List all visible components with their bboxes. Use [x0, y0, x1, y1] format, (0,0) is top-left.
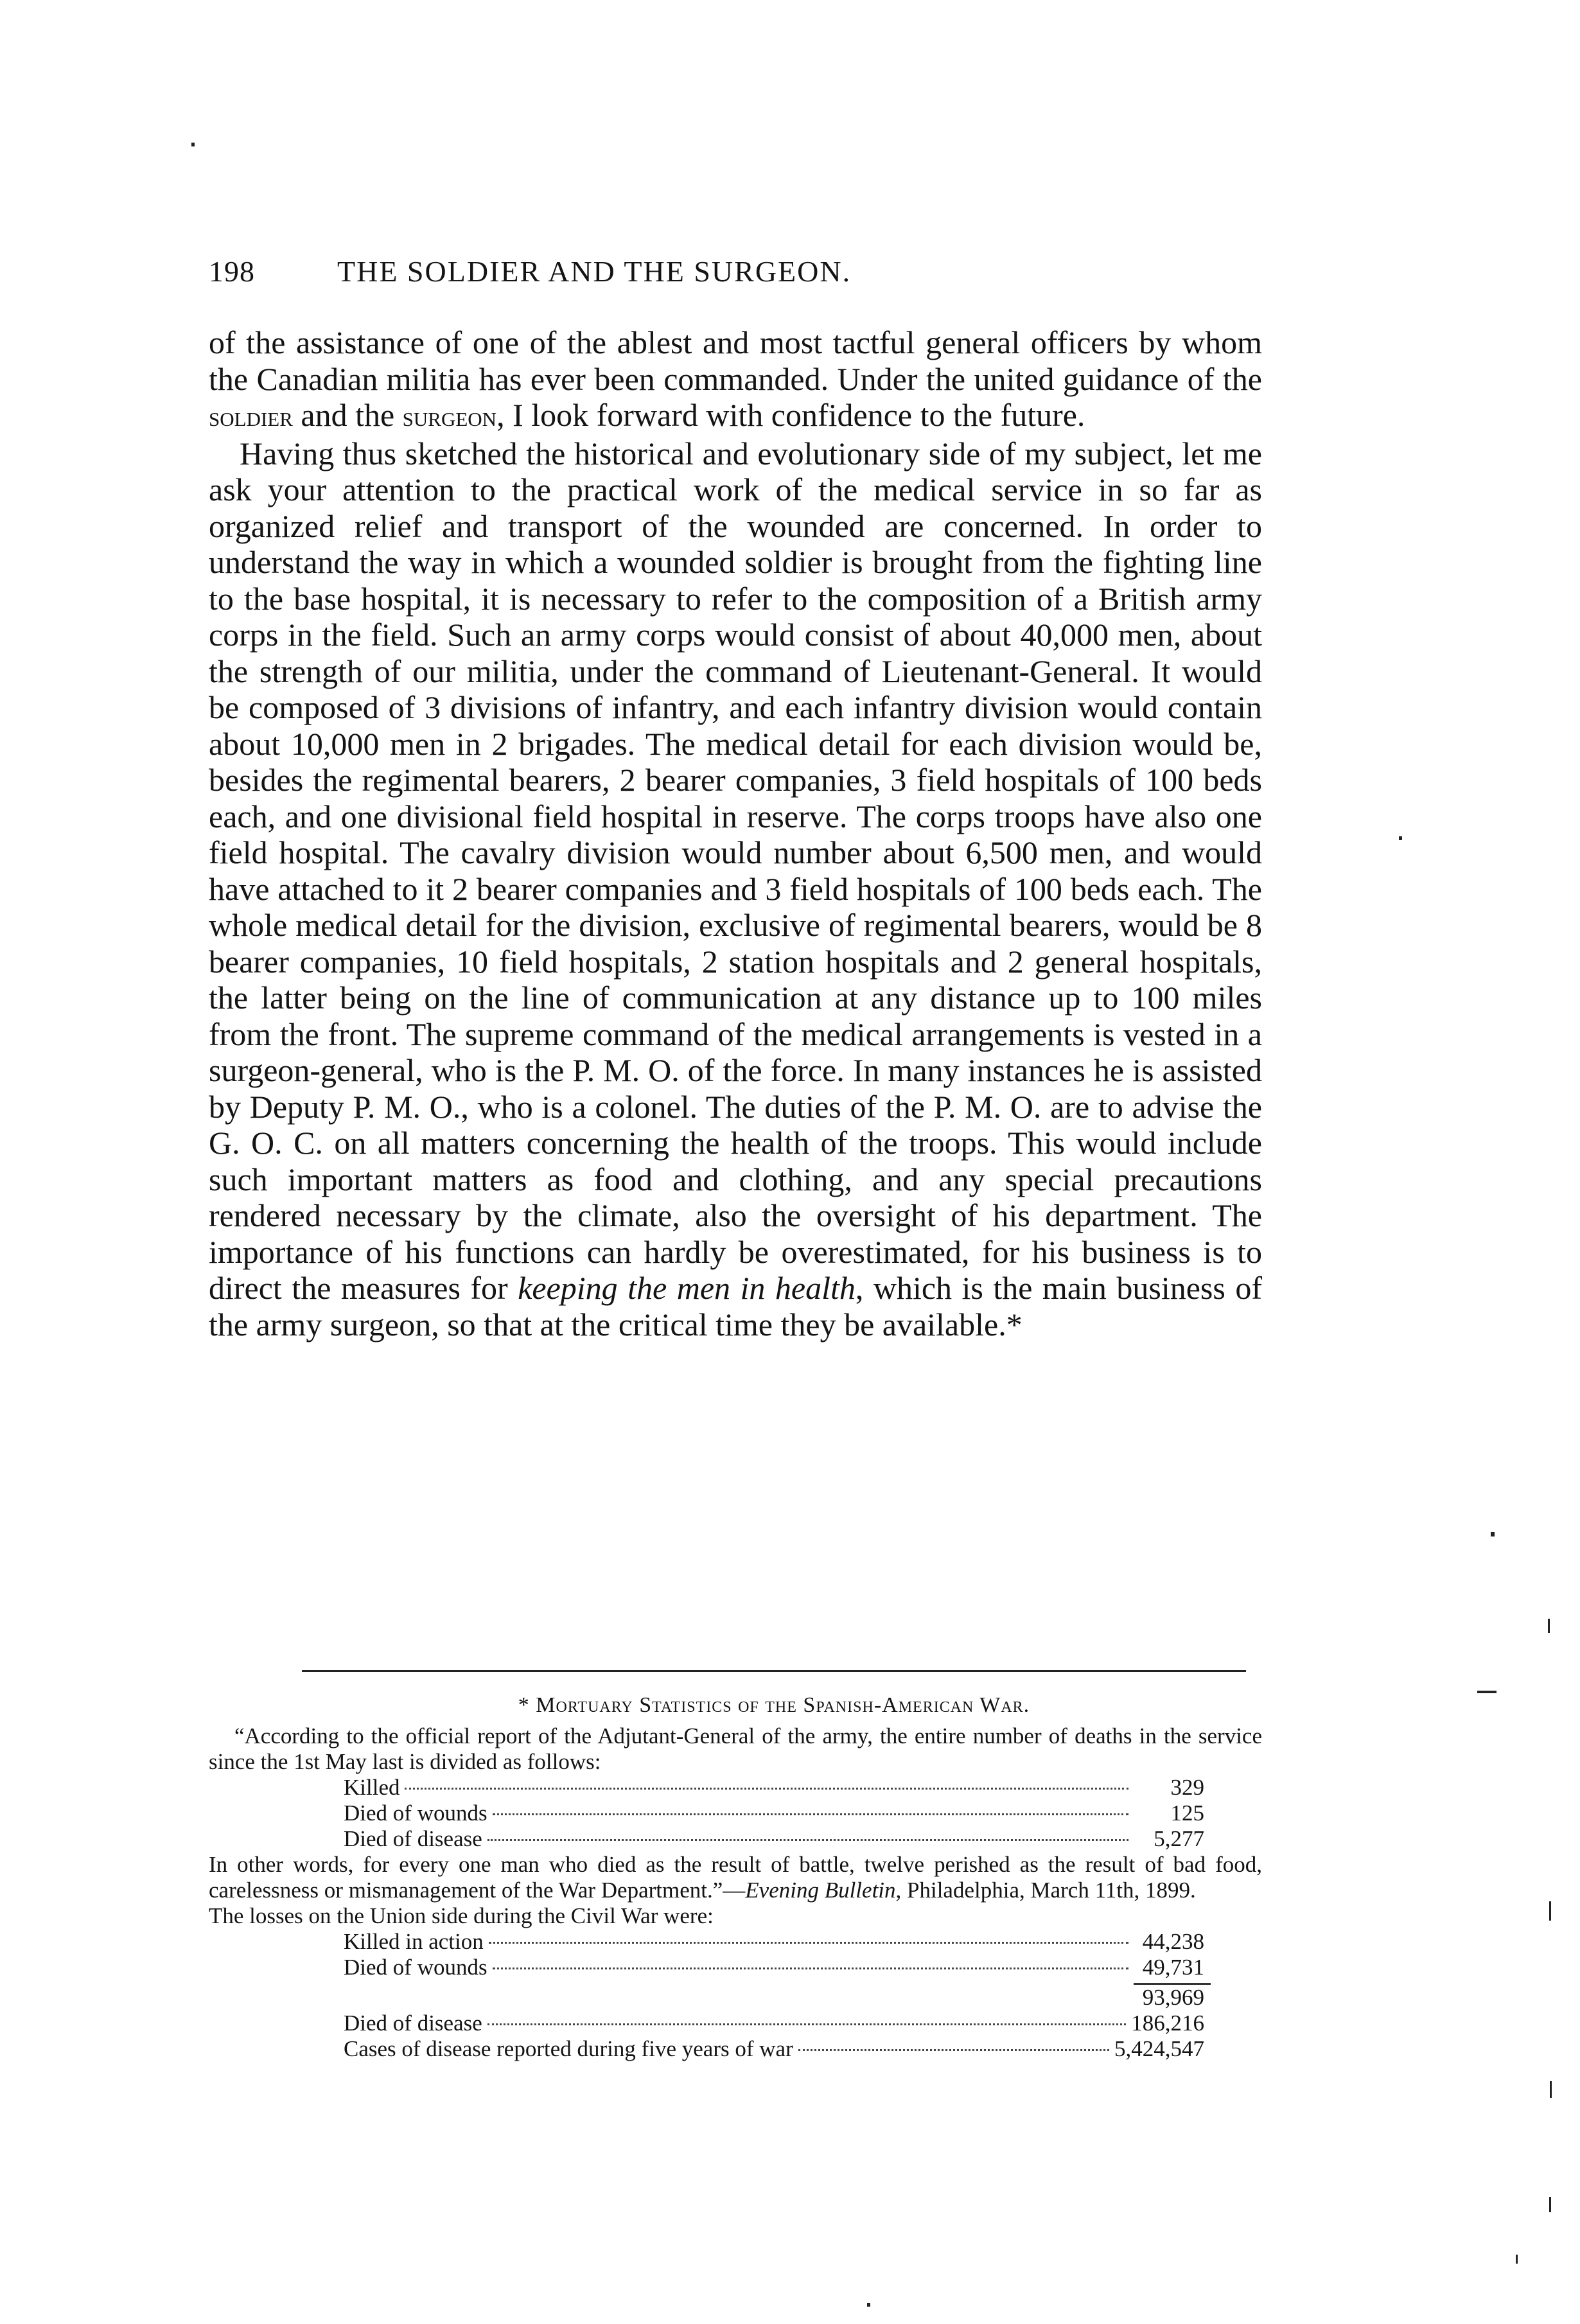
table-row	[344, 1800, 1204, 1826]
row-label: Killed	[344, 1775, 400, 1800]
table-row	[344, 2011, 1204, 2036]
leader-dots	[798, 2049, 1109, 2051]
paragraph-1-text-c: , I look forward with confidence to the future.	[496, 397, 1085, 433]
table-row	[344, 2036, 1204, 2062]
page-number: 198	[209, 255, 255, 288]
losses-intro: The losses on the Union side during the Civil War were:	[209, 1903, 714, 1928]
paragraph-2	[209, 436, 1262, 1343]
footnote-title: * Mortuary Statistics of the Spanish-American War.	[518, 1693, 1030, 1717]
row-label: Cases of disease reported during five years of war	[344, 2036, 793, 2061]
scan-speck	[1477, 1691, 1497, 1693]
row-value: 186,216	[1131, 2011, 1204, 2036]
subtotal-value: 93,969	[1142, 1985, 1204, 2010]
footnote-rule	[302, 1670, 1246, 1672]
paragraph-1-text-b: and the	[292, 397, 403, 433]
deaths-table	[209, 1775, 1262, 1852]
row-label: Died of disease	[344, 1826, 482, 1851]
scan-speck	[1399, 836, 1402, 840]
footnote-note	[209, 1852, 1262, 1903]
table-row	[344, 1955, 1204, 1980]
row-label: Killed in action	[344, 1929, 484, 1954]
table-row	[344, 1929, 1204, 1955]
leader-dots	[487, 2023, 1126, 2025]
table-row	[344, 1775, 1204, 1800]
row-label: Died of wounds	[344, 1955, 487, 1980]
table-row	[344, 1826, 1204, 1852]
row-value: 329	[1170, 1775, 1204, 1800]
footnote	[209, 1693, 1262, 2062]
scan-speck	[191, 143, 195, 146]
italic-phrase: keeping the men in health	[518, 1270, 856, 1306]
page-header	[209, 254, 1262, 299]
small-caps-soldier: soldier	[209, 401, 293, 432]
subtotal-row	[344, 1985, 1204, 2011]
scan-speck	[1516, 2255, 1518, 2264]
scan-speck	[1548, 1619, 1550, 1633]
paragraph-1-text-a: of the assistance of one of the ablest and most tactful general officers by whom the Canadian militia has ever been commanded. Under the united guidance of the	[209, 324, 1262, 397]
scan-speck	[1491, 1532, 1495, 1536]
row-value: 5,424,547	[1114, 2036, 1204, 2061]
leader-dots	[493, 1813, 1128, 1815]
body-text	[209, 324, 1262, 1342]
row-value: 125	[1170, 1800, 1204, 1826]
losses-table	[209, 1929, 1262, 2062]
leader-dots	[405, 1788, 1128, 1790]
scan-speck	[1549, 1901, 1551, 1921]
note-source: Evening Bulletin	[745, 1878, 896, 1903]
scan-speck	[1549, 2197, 1551, 2212]
leader-dots	[493, 1967, 1128, 1969]
leader-dots	[487, 1839, 1128, 1841]
note-text-a: In other words, for every one man who died as the result of battle, twelve perished as the result of bad food, carelessness or mismanagement of the War Department.”—	[209, 1852, 1262, 1903]
scan-speck	[1550, 2081, 1552, 2098]
scan-speck	[867, 2303, 870, 2307]
leader-dots	[489, 1942, 1128, 1944]
footnote-quote: “According to the official report of the Adjutant-General of the army, the entire number of deaths in the service since the 1st May last is divided as follows:	[209, 1723, 1262, 1774]
paragraph-2-text-b: , which is the main business of the army surgeon, so that at the critical time they be available.*	[209, 1270, 1262, 1342]
row-value: 5,277	[1154, 1826, 1204, 1851]
row-value: 49,731	[1142, 1955, 1204, 1980]
running-title: THE SOLDIER AND THE SURGEON.	[337, 255, 852, 288]
small-caps-surgeon: surgeon	[402, 401, 497, 432]
paragraph-2-text-a: Having thus sketched the historical and evolutionary side of my subject, let me ask your attention to the practical work of the medical service in so far as organized relief and transport of the wounded are concerned. In order to understand the way in which a wounded soldier is brought from the fighting line to the base hospital, it is necessary to refer to the composition of a British army corps in the field. Such an army corps would consist of about 40,000 men, about the strength of our militia, under the command of Lieutenant-General. It would be composed of 3 divisions of infantry, and each infantry division would contain about 10,000 men in 2 brigades. The medical detail for each division would be, besides the regimental bearers, 2 bearer companies, 3 field hospitals of 100 beds each, and one divisional field hospital in reserve. The corps troops have also one field hospital. The cavalry division would number about 6,500 men, and would have attached to it 2 bearer companies and 3 field hospitals of 100 beds each. The whole medical detail for the division, exclusive of regimental bearers, would be 8 bearer companies, 10 field hospitals, 2 station hospitals and 2 general hospitals, the latter being on the line of communication at any distance up to 100 miles from the front. The supreme command of the medical arrangements is vested in a surgeon-general, who is the P. M. O. of the force. In many instances he is assisted by Deputy P. M. O., who is a colonel. The duties of the P. M. O. are to advise the G. O. C. on all matters concerning the health of the troops. This would include such important matters as food and clothing, and any special precautions rendered necessary by the climate, also the oversight of his department. The importance of his functions can hardly be overestimated, for his business is to direct the measures for	[209, 435, 1262, 1306]
row-value: 44,238	[1142, 1929, 1204, 1954]
row-label: Died of wounds	[344, 1800, 487, 1826]
paragraph-1	[209, 324, 1262, 436]
row-label: Died of disease	[344, 2011, 482, 2036]
note-text-b: , Philadelphia, March 11th, 1899.	[895, 1878, 1196, 1903]
